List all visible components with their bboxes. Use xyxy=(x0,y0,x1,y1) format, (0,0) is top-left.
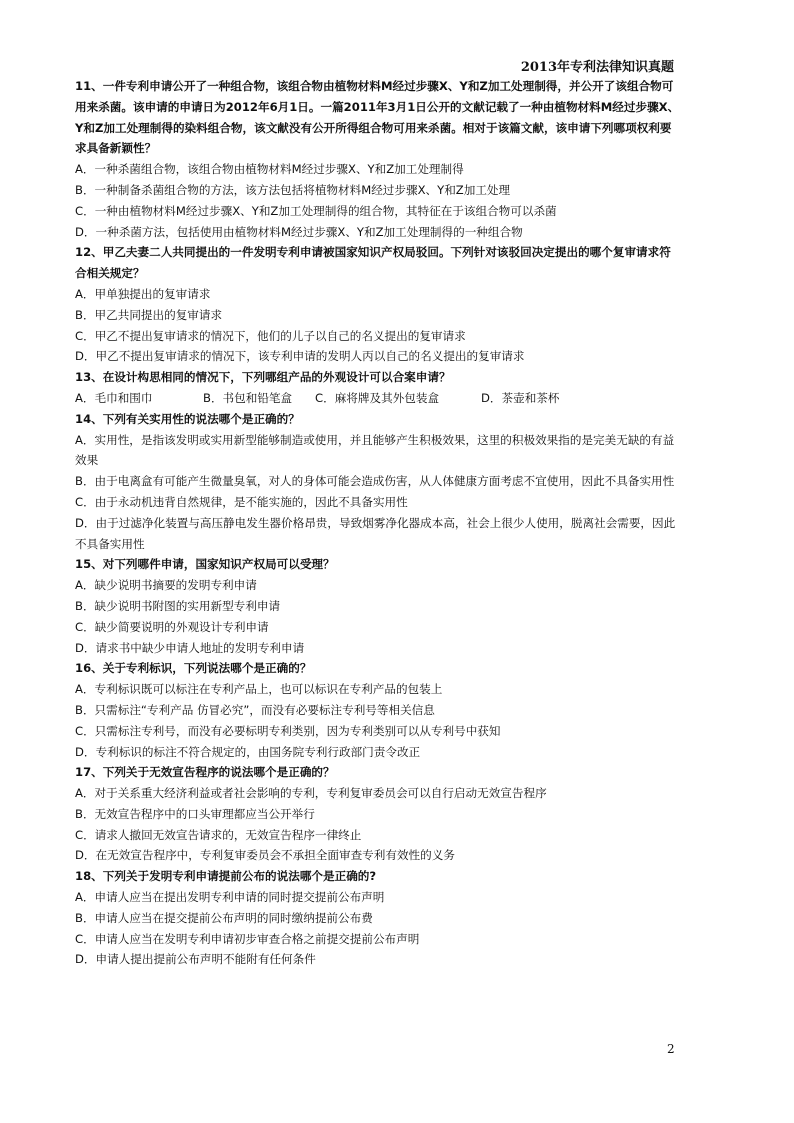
option-17-c: C．请求人撤回无效宣告请求的，无效宣告程序一律终止 xyxy=(75,827,362,842)
option-15-c: C．缺少简要说明的外观设计专利申请 xyxy=(75,619,269,634)
option-16-b: B．只需标注“专利产品 仿冒必究”，而没有必要标注专利号等相关信息 xyxy=(75,702,435,717)
option-11-b: B．一种制备杀菌组合物的方法，该方法包括将植物材料M经过步骤X、Y和Z加工处理 xyxy=(75,182,511,197)
option-13-d: D．茶壶和茶杯 xyxy=(481,390,560,405)
question-stem-17: 17、下列关于无效宣告程序的说法哪个是正确的？ xyxy=(75,765,335,780)
question-stem-18: 18、下列关于发明专利申请提前公布的说法哪个是正确的? xyxy=(75,869,377,884)
option-15-d: D．请求书中缺少申请人地址的发明专利申请 xyxy=(75,640,305,655)
option-17-a: A．对于关系重大经济利益或者社会影响的专利，专利复审委员会可以自行启动无效宣告程序 xyxy=(75,786,547,801)
option-15-a: A．缺少说明书摘要的发明专利申请 xyxy=(75,578,257,593)
option-11-d: D．一种杀菌方法，包括使用由植物材料M经过步骤X、Y和Z加工处理制得的一种组合物 xyxy=(75,224,523,239)
question-stem-13: 13、在设计构思相同的情况下，下列哪组产品的外观设计可以合案申请？ xyxy=(75,370,451,385)
question-stem-11: 11、一件专利申请公开了一种组合物，该组合物由植物材料M经过步骤X、Y和Z加工处理制得，并公开了该组合物可用来杀菌。该申请的申请日为2012年6月1日。一篇2011年3月1日公开的文献记载了一种由植物材料M经过步骤X、Y和Z加工处理制得的染料组合物，该文献没有公开所得组合物可用来杀菌。相对于该篇文献，该申请下列哪项权利要求具备新颖性？ xyxy=(75,79,680,156)
option-17-d: D．在无效宣告程序中，专利复审委员会不承担全面审查专利有效性的义务 xyxy=(75,848,455,863)
option-12-b: B．甲乙共同提出的复审请求 xyxy=(75,307,223,322)
option-16-d: D．专利标识的标注不符合规定的，由国务院专利行政部门责令改正 xyxy=(75,744,421,759)
page-number: 2 xyxy=(667,1042,675,1056)
option-16-a: A．专利标识既可以标注在专利产品上，也可以标识在专利产品的包装上 xyxy=(75,682,443,697)
option-14-d: D．由于过滤净化装置与高压静电发生器价格昂贵，导致烟雾净化器成本高，社会上很少人使用，脱离社会需要，因此不具备实用性 xyxy=(75,515,676,551)
option-14-c: C．由于永动机违背自然规律，是不能实施的，因此不具备实用性 xyxy=(75,494,408,509)
option-16-c: C．只需标注专利号，而没有必要标明专利类别，因为专利类别可以从专利号中获知 xyxy=(75,723,501,738)
option-15-b: B．缺少说明书附图的实用新型专利申请 xyxy=(75,598,281,613)
question-list xyxy=(75,76,680,970)
option-13-a: A．毛巾和围巾 xyxy=(75,390,153,405)
option-17-b: B．无效宣告程序中的口头审理都应当公开举行 xyxy=(75,806,315,821)
option-13-b: B．书包和铅笔盒 xyxy=(203,390,293,405)
option-14-b: B．由于电离盒有可能产生微量臭氧，对人的身体可能会造成伤害，从人体健康方面考虑不宜使用，因此不具备实用性 xyxy=(75,474,675,489)
option-12-c: C．甲乙不提出复审请求的情况下，他们的儿子以自己的名义提出的复审请求 xyxy=(75,328,466,343)
option-11-c: C．一种由植物材料M经过步骤X、Y和Z加工处理制得的组合物，其特征在于该组合物可以杀菌 xyxy=(75,203,557,218)
document-header-title: 2013年专利法律知识真题 xyxy=(520,60,674,75)
option-18-d: D．申请人提出提前公布声明不能附有任何条件 xyxy=(75,952,316,967)
option-11-a: A．一种杀菌组合物，该组合物由植物材料M经过步骤X、Y和Z加工处理制得 xyxy=(75,162,464,177)
option-14-a: A．实用性，是指该发明或实用新型能够制造或使用，并且能够产生积极效果，这里的积极效果指的是完美无缺的有益效果 xyxy=(75,432,675,468)
option-18-a: A．申请人应当在提出发明专利申请的同时提交提前公布声明 xyxy=(75,890,385,905)
question-stem-15: 15、对下列哪件申请，国家知识产权局可以受理？ xyxy=(75,557,335,572)
option-18-c: C．申请人应当在发明专利申请初步审查合格之前提交提前公布声明 xyxy=(75,931,420,946)
question-stem-14: 14、下列有关实用性的说法哪个是正确的？ xyxy=(75,411,300,426)
option-row-13 xyxy=(75,388,680,409)
option-13-c: C．麻将牌及其外包装盒 xyxy=(315,390,440,405)
option-18-b: B．申请人应当在提交提前公布声明的同时缴纳提前公布费 xyxy=(75,910,373,925)
question-stem-16: 16、关于专利标识，下列说法哪个是正确的？ xyxy=(75,661,312,676)
option-12-a: A．甲单独提出的复审请求 xyxy=(75,286,211,301)
option-12-d: D．甲乙不提出复审请求的情况下，该专利申请的发明人丙以自己的名义提出的复审请求 xyxy=(75,349,525,364)
question-stem-12: 12、甲乙夫妻二人共同提出的一件发明专利申请被国家知识产权局驳回。下列针对该驳回决定提出的哪个复审请求符合相关规定？ xyxy=(75,245,671,281)
